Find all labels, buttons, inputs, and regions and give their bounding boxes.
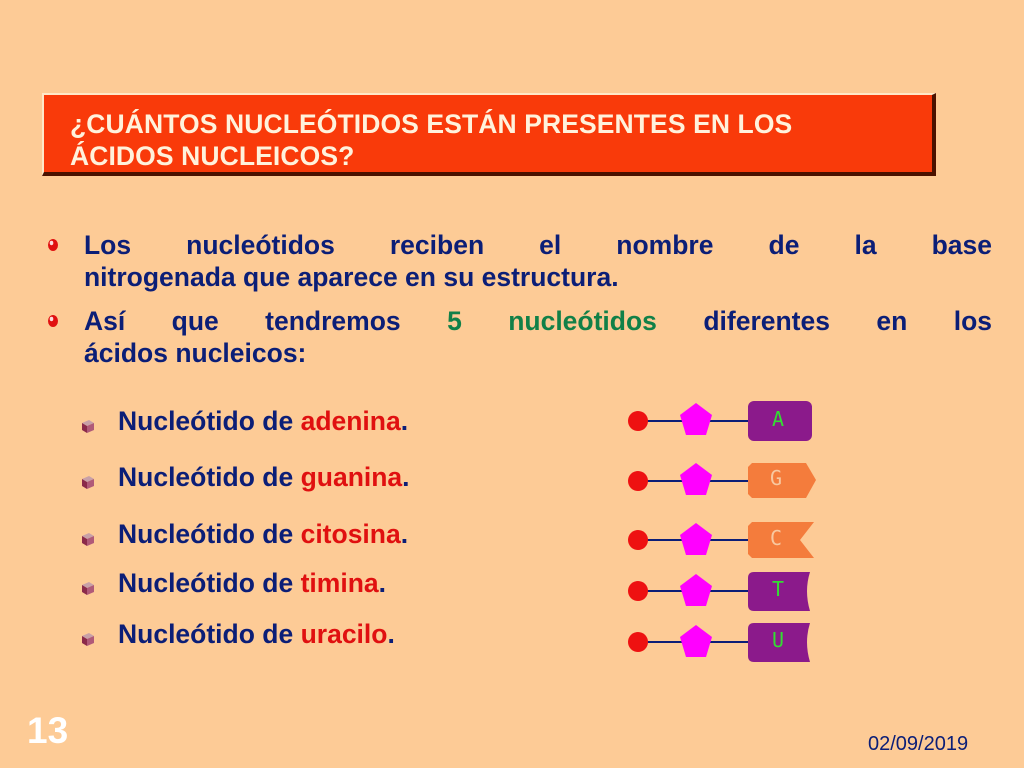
base-letter-a: A xyxy=(771,407,785,431)
base-letter-u: U xyxy=(771,628,785,652)
base-letter-c: C xyxy=(769,526,783,550)
bullet-2-line-1 xyxy=(84,305,992,337)
nucleotide-suffix: . xyxy=(400,519,409,549)
phosphate-circle xyxy=(628,411,648,431)
bullet-2-text-post: diferentes en los xyxy=(656,306,993,336)
base-name: guanina xyxy=(300,462,403,492)
slide-date: 02/09/2019 xyxy=(868,733,969,755)
sugar-pentagon xyxy=(680,523,712,555)
bullet-1-line-1: Los nucleótidos reciben el nombre de la base xyxy=(84,230,992,260)
red-bullet-icon xyxy=(46,238,60,252)
title-box xyxy=(42,93,936,176)
base-name: adenina xyxy=(300,406,401,436)
sugar-pentagon xyxy=(680,574,712,606)
slide-title xyxy=(70,108,934,172)
nucleotide-suffix: . xyxy=(387,619,395,649)
nucleotide-label-adenina xyxy=(118,405,408,437)
bullet-2-text-pre: Así que tendremos xyxy=(84,306,448,336)
nucleotide-diagram-citosina xyxy=(624,518,820,564)
cube-bullet-icon xyxy=(80,580,96,596)
cube-bullet-icon xyxy=(80,474,96,490)
nucleotide-diagram-timina xyxy=(624,569,820,615)
base-name: timina xyxy=(300,568,379,598)
sugar-pentagon xyxy=(680,403,712,435)
nucleotide-label-timina xyxy=(118,567,386,599)
nucleotide-label-guanina xyxy=(118,461,410,493)
slide-title-line-1: ¿CUÁNTOS NUCLEÓTIDOS ESTÁN PRESENTES EN LOS xyxy=(70,109,793,139)
nucleotide-prefix: Nucleótido de xyxy=(118,462,301,492)
cube-bullet-icon xyxy=(80,631,96,647)
nucleotide-suffix: . xyxy=(378,568,386,598)
slide-title-line-2: ÁCIDOS NUCLEICOS? xyxy=(70,141,355,171)
base-name: citosina xyxy=(300,519,401,549)
base-letter-t: T xyxy=(771,577,785,601)
nucleotide-suffix: . xyxy=(400,406,409,436)
phosphate-circle xyxy=(628,632,648,652)
nucleotide-label-uracilo xyxy=(118,618,395,650)
nucleotide-diagram-guanina xyxy=(624,458,820,504)
slide-number: 13 xyxy=(27,710,69,751)
base-name: uracilo xyxy=(300,619,388,649)
nucleotide-diagram-adenina xyxy=(624,399,820,445)
nucleotide-prefix: Nucleótido de xyxy=(118,406,301,436)
phosphate-circle xyxy=(628,471,648,491)
nucleotide-diagram-uracilo xyxy=(624,620,820,666)
red-bullet-icon xyxy=(46,314,60,328)
bullet-2-line-2: ácidos nucleicos: xyxy=(84,338,307,368)
phosphate-circle xyxy=(628,581,648,601)
cube-bullet-icon xyxy=(80,531,96,547)
nucleotide-suffix: . xyxy=(402,462,410,492)
base-letter-g: G xyxy=(769,466,783,490)
nucleotide-prefix: Nucleótido de xyxy=(118,568,301,598)
cube-bullet-icon xyxy=(80,418,96,434)
bullet-paragraph-2 xyxy=(84,305,992,369)
nucleotide-prefix: Nucleótido de xyxy=(118,519,301,549)
nucleotide-prefix: Nucleótido de xyxy=(118,619,301,649)
bullet-2-highlight: 5 nucleótidos xyxy=(447,306,657,336)
sugar-pentagon xyxy=(680,463,712,495)
bullet-paragraph-1 xyxy=(84,229,992,293)
bullet-1-line-2: nitrogenada que aparece en su estructura. xyxy=(84,262,619,292)
phosphate-circle xyxy=(628,530,648,550)
sugar-pentagon xyxy=(680,625,712,657)
nucleotide-label-citosina xyxy=(118,518,408,550)
